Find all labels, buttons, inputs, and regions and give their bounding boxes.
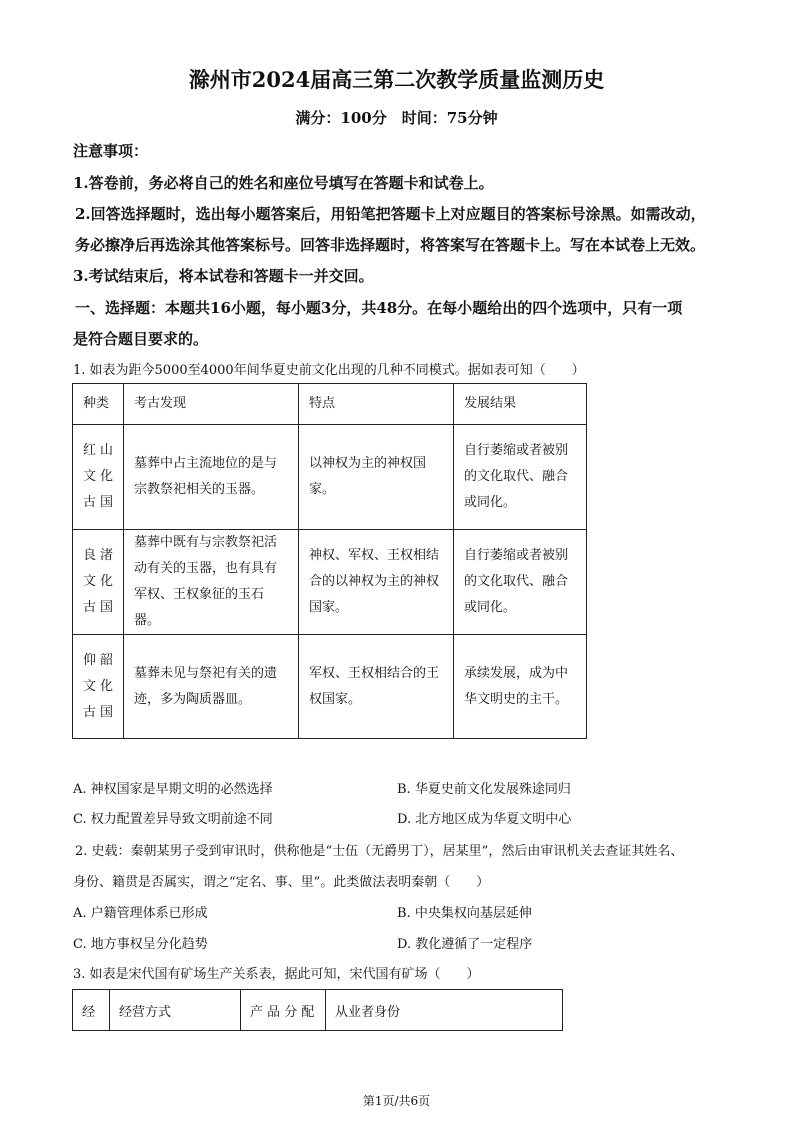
row-result: 自行萎缩或者被别的文化取代、融合或同化。 bbox=[454, 425, 587, 530]
row-kind: 仰韶文化古国 bbox=[73, 635, 124, 739]
row-result: 自行萎缩或者被别的文化取代、融合或同化。 bbox=[454, 530, 587, 635]
q1-option-c: C. 权力配置差异导致文明前途不同 bbox=[73, 812, 273, 827]
notice-item-1: 1.答卷前，务必将自己的姓名和座位号填写在答题卡和试卷上。 bbox=[73, 174, 494, 192]
table-header-result: 发展结果 bbox=[454, 384, 587, 425]
q3-header-3: 产 品 分 配 bbox=[241, 990, 326, 1031]
question-1-stem: 1. 如表为距今5000至4000年间华夏史前文化出现的几种不同模式。据如表可知（ ） bbox=[73, 363, 585, 378]
notice-heading: 注意事项： bbox=[73, 142, 149, 160]
exam-info: 满分：100分 时间：75分钟 bbox=[295, 109, 498, 127]
row-finding: 墓葬中既有与宗教祭祀活动有关的玉器，也有具有军权、王权象征的玉石器。 bbox=[124, 530, 299, 635]
notice-item-2-line1: 2.回答选择题时，选出每小题答案后，用铅笔把答题卡上对应题目的答案标号涂黑。如需改动， bbox=[75, 205, 706, 223]
q1-option-b: B. 华夏史前文化发展殊途同归 bbox=[397, 782, 571, 797]
notice-item-2-line2: 务必擦净后再选涂其他答案标号。回答非选择题时，将答案写在答题卡上。写在本试卷上无效。 bbox=[75, 236, 706, 254]
question-2-stem-line1: 2. 史载：秦朝某男子受到审讯时，供称他是“士伍（无爵男丁），居某里”，然后由审讯机关去查证其姓名、 bbox=[75, 844, 684, 859]
row-feature: 军权、王权相结合的王权国家。 bbox=[299, 635, 454, 739]
question-3-table bbox=[72, 989, 563, 1031]
row-result: 承续发展，成为中华文明史的主干。 bbox=[454, 635, 587, 739]
row-finding: 墓葬未见与祭祀有关的遗迹，多为陶质器皿。 bbox=[124, 635, 299, 739]
q2-option-a: A. 户籍管理体系已形成 bbox=[73, 906, 208, 921]
table-row bbox=[73, 530, 587, 635]
section-heading-line2: 是符合题目要求的。 bbox=[73, 330, 209, 348]
notice-item-3: 3.考试结束后，将本试卷和答题卡一并交回。 bbox=[73, 267, 374, 285]
row-feature: 神权、军权、王权相结合的以神权为主的神权国家。 bbox=[299, 530, 454, 635]
question-2-stem-line2: 身份、籍贯是否属实，谓之“定名、事、里”。此类做法表明秦朝（ ） bbox=[73, 875, 490, 890]
table-row bbox=[73, 635, 587, 739]
question-1-table bbox=[72, 383, 587, 739]
page-number: 第1页/共6页 bbox=[362, 1094, 431, 1108]
table-row bbox=[73, 425, 587, 530]
q1-option-d: D. 北方地区成为华夏文明中心 bbox=[397, 812, 572, 827]
q2-option-b: B. 中央集权向基层延伸 bbox=[397, 906, 532, 921]
row-finding: 墓葬中占主流地位的是与宗教祭祀相关的玉器。 bbox=[124, 425, 299, 530]
row-kind: 良渚文化古国 bbox=[73, 530, 124, 635]
table-header-feature: 特点 bbox=[299, 384, 454, 425]
table-header-finding: 考古发现 bbox=[124, 384, 299, 425]
q2-option-d: D. 教化遵循了一定程序 bbox=[397, 937, 533, 952]
table-header-kind: 种类 bbox=[73, 384, 124, 425]
row-kind: 红山文化古国 bbox=[73, 425, 124, 530]
q3-header-1: 经 bbox=[73, 990, 110, 1031]
q3-header-4: 从业者身份 bbox=[326, 990, 563, 1031]
row-feature: 以神权为主的神权国家。 bbox=[299, 425, 454, 530]
section-heading-line1: 一、选择题：本题共16小题，每小题3分，共48分。在每小题给出的四个选项中，只有一项 bbox=[75, 299, 683, 317]
q1-option-a: A. 神权国家是早期文明的必然选择 bbox=[73, 782, 273, 797]
q3-header-2: 经营方式 bbox=[110, 990, 241, 1031]
page-title: 滁州市2024届高三第二次教学质量监测历史 bbox=[188, 67, 605, 92]
q2-option-c: C. 地方事权呈分化趋势 bbox=[73, 937, 208, 952]
question-3-stem: 3. 如表是宋代国有矿场生产关系表，据此可知，宋代国有矿场（ ） bbox=[73, 967, 480, 982]
